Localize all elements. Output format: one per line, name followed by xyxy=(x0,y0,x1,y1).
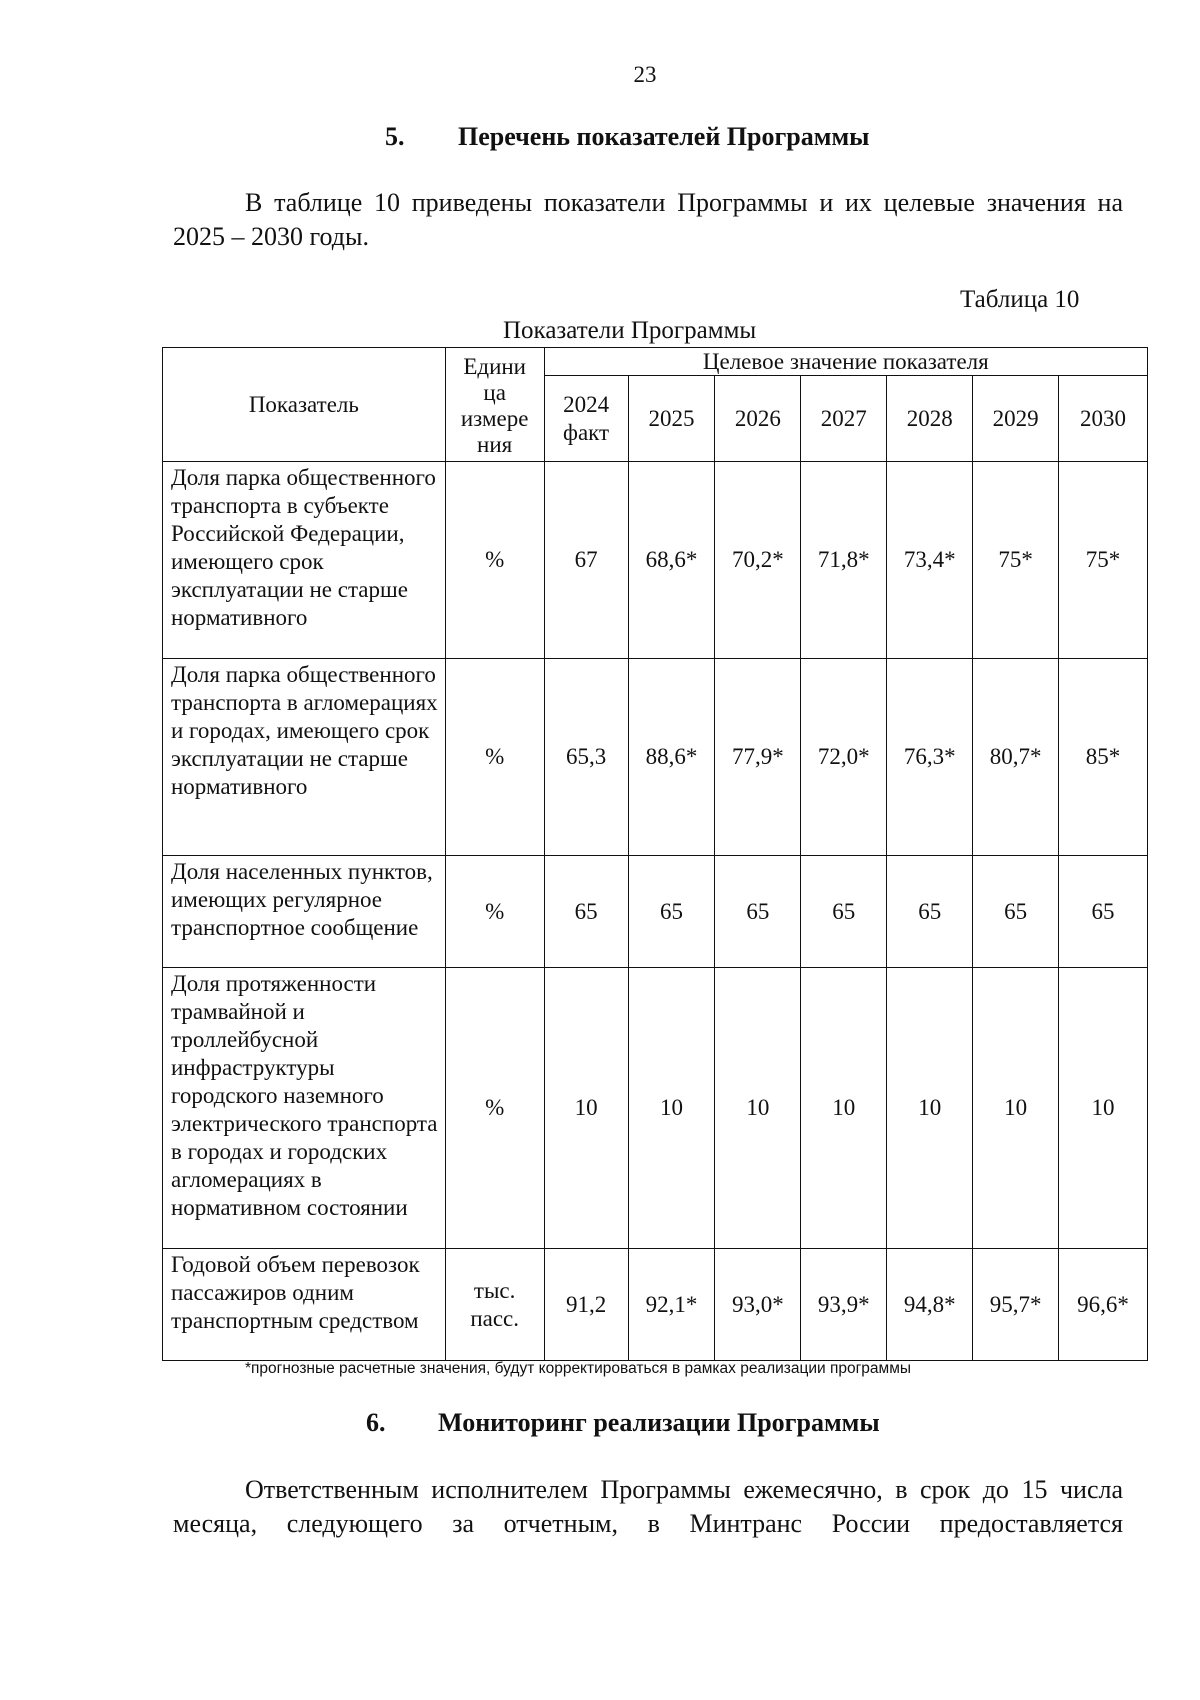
unit-cell: % xyxy=(445,462,544,659)
value-cell: 68,6* xyxy=(628,462,715,659)
table-title: Показатели Программы xyxy=(503,317,757,344)
unit-cell: % xyxy=(445,856,544,968)
value-cell: 10 xyxy=(801,968,887,1249)
value-cell: 94,8* xyxy=(887,1249,973,1361)
indicator-cell: Доля парка общественного транспорта в субъекте Российской Федерации, имеющего срок эксплуатации не старше нормативного xyxy=(163,462,446,659)
value-cell: 67 xyxy=(544,462,628,659)
value-cell: 80,7* xyxy=(973,659,1059,856)
value-cell: 65 xyxy=(1059,856,1148,968)
value-cell: 65 xyxy=(544,856,628,968)
value-cell: 76,3* xyxy=(887,659,973,856)
value-cell: 10 xyxy=(715,968,801,1249)
value-cell: 10 xyxy=(628,968,715,1249)
value-cell: 95,7* xyxy=(973,1249,1059,1361)
unit-cell: % xyxy=(445,968,544,1249)
indicator-cell: Годовой объем перевозок пассажиров одним транспортным средством xyxy=(163,1249,446,1361)
value-cell: 88,6* xyxy=(628,659,715,856)
value-cell: 92,1* xyxy=(628,1249,715,1361)
page-number: 23 xyxy=(633,62,657,87)
table-row xyxy=(163,856,1148,968)
indicator-cell: Доля парка общественного транспорта в агломерациях и городах, имеющего срок эксплуатации не старше нормативного xyxy=(163,659,446,856)
value-cell: 65 xyxy=(715,856,801,968)
indicator-cell: Доля населенных пунктов, имеющих регулярное транспортное сообщение xyxy=(163,856,446,968)
value-cell: 75* xyxy=(1059,462,1148,659)
value-cell: 10 xyxy=(973,968,1059,1249)
value-cell: 91,2 xyxy=(544,1249,628,1361)
year-header: 2026 xyxy=(715,376,801,462)
monitoring-text: Ответственным исполнителем Программы ежемесячно, в срок до 15 числа месяца, следующего за отчетным, в Минтранс России предоставляется xyxy=(173,1475,1123,1538)
table-row xyxy=(163,462,1148,659)
section-6-number: 6. xyxy=(366,1408,386,1437)
value-cell: 10 xyxy=(1059,968,1148,1249)
value-cell: 65 xyxy=(973,856,1059,968)
section-6-title: Мониторинг реализации Программы xyxy=(438,1408,880,1437)
year-header xyxy=(544,376,628,462)
value-cell: 10 xyxy=(887,968,973,1249)
section-5-title: Перечень показателей Программы xyxy=(458,122,870,151)
value-cell: 93,9* xyxy=(801,1249,887,1361)
table-footnote: *прогнозные расчетные значения, будут корректироваться в рамках реализации программы xyxy=(245,1360,911,1377)
indicator-cell: Доля протяженности трамвайной и троллейбусной инфраструктуры городского наземного электрического транспорта в городах и городских агломерациях в нормативном состоянии xyxy=(163,968,446,1249)
value-cell: 65,3 xyxy=(544,659,628,856)
value-cell: 75* xyxy=(973,462,1059,659)
value-cell: 85* xyxy=(1059,659,1148,856)
year-header: 2027 xyxy=(801,376,887,462)
year-header: 2030 xyxy=(1059,376,1148,462)
unit-header-text: Едини ца измере ния xyxy=(460,353,529,457)
value-cell: 72,0* xyxy=(801,659,887,856)
unit-header xyxy=(445,348,544,462)
unit-cell xyxy=(445,1249,544,1361)
value-cell: 65 xyxy=(887,856,973,968)
value-cell: 71,8* xyxy=(801,462,887,659)
table-label: Таблица 10 xyxy=(960,286,1080,313)
value-cell: 93,0* xyxy=(715,1249,801,1361)
section-5-number: 5. xyxy=(385,122,405,151)
year-header: 2028 xyxy=(887,376,973,462)
value-cell: 73,4* xyxy=(887,462,973,659)
year-header: 2025 xyxy=(628,376,715,462)
year-header-text: 2024 факт xyxy=(563,391,610,445)
value-cell: 10 xyxy=(544,968,628,1249)
table-row xyxy=(163,1249,1148,1361)
value-cell: 65 xyxy=(628,856,715,968)
value-cell: 77,9* xyxy=(715,659,801,856)
indicators-table xyxy=(162,347,1148,1361)
table-row xyxy=(163,659,1148,856)
intro-paragraph xyxy=(173,186,1123,254)
value-cell: 70,2* xyxy=(715,462,801,659)
year-header: 2029 xyxy=(973,376,1059,462)
value-cell: 96,6* xyxy=(1059,1249,1148,1361)
intro-text: В таблице 10 приведены показатели Программы и их целевые значения на 2025 – 2030 годы. xyxy=(173,188,1123,251)
monitoring-paragraph xyxy=(173,1473,1123,1541)
target-value-header: Целевое значение показателя xyxy=(544,348,1147,376)
table-row xyxy=(163,968,1148,1249)
unit-cell-text: тыс. пасс. xyxy=(470,1277,519,1331)
indicator-header: Показатель xyxy=(163,348,446,462)
value-cell: 65 xyxy=(801,856,887,968)
unit-cell: % xyxy=(445,659,544,856)
